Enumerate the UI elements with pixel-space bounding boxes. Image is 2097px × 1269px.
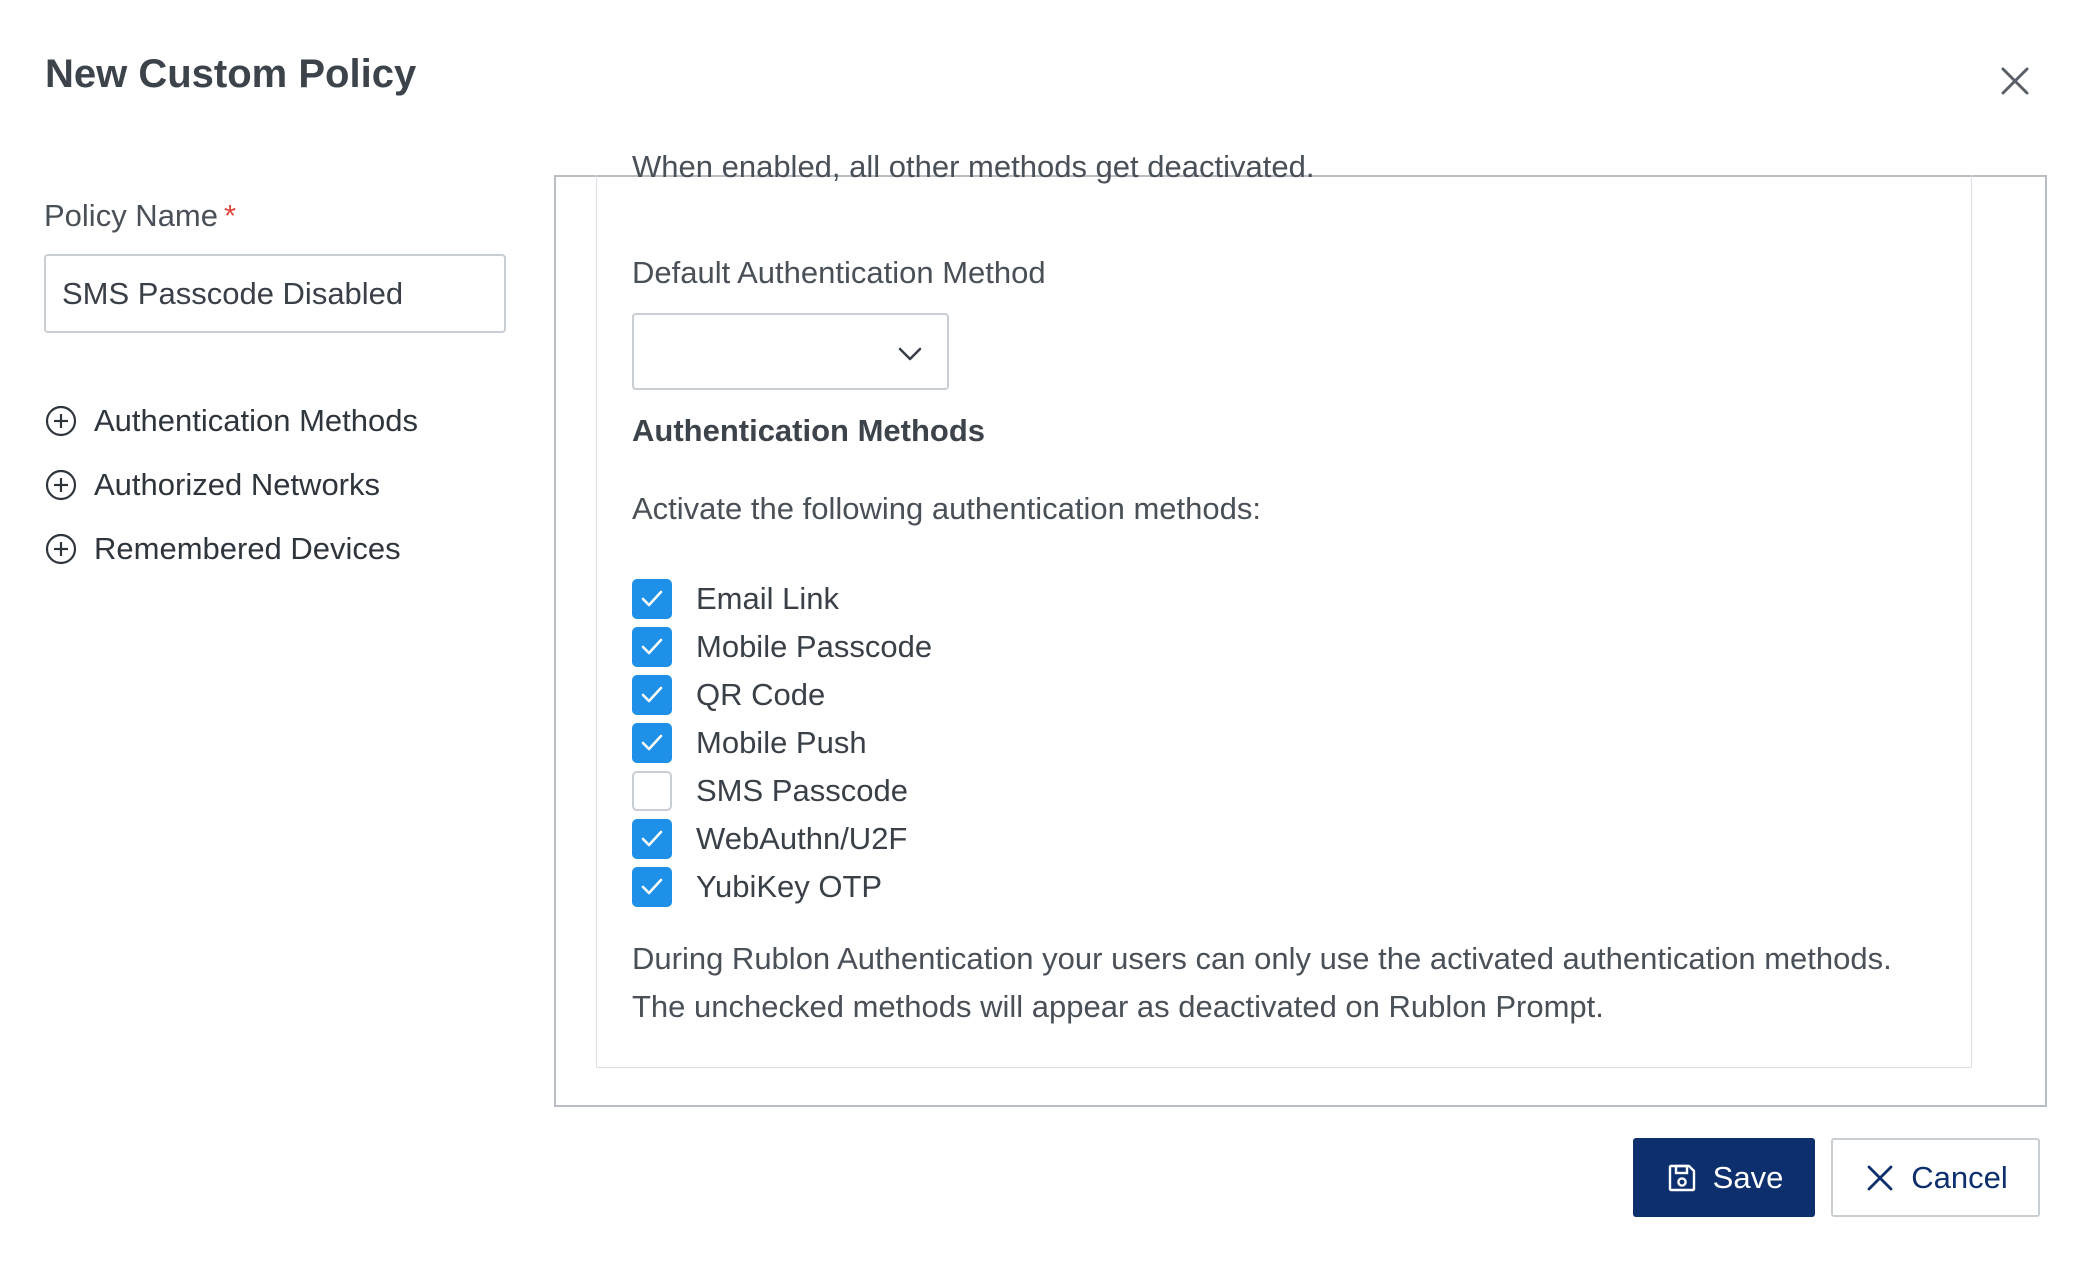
method-label: Mobile Push bbox=[696, 725, 867, 760]
methods-heading: Authentication Methods bbox=[632, 413, 986, 448]
method-checkbox[interactable] bbox=[632, 723, 672, 763]
default-method-label: Default Authentication Method bbox=[632, 255, 1046, 290]
close-icon bbox=[1863, 1161, 1897, 1195]
method-checkbox[interactable] bbox=[632, 579, 672, 619]
method-label: Mobile Passcode bbox=[696, 629, 933, 664]
method-yubikey-otp[interactable] bbox=[632, 863, 932, 911]
method-checkbox[interactable] bbox=[632, 867, 672, 907]
checkmark-icon bbox=[638, 729, 666, 757]
cancel-button[interactable] bbox=[1831, 1138, 2040, 1217]
method-checkbox[interactable] bbox=[632, 627, 672, 667]
dialog-title: New Custom Policy bbox=[45, 52, 417, 96]
section-label: Authentication Methods bbox=[94, 403, 418, 438]
method-checkbox[interactable] bbox=[632, 819, 672, 859]
method-sms-passcode[interactable] bbox=[632, 767, 932, 815]
plus-circle-icon bbox=[44, 404, 78, 438]
panel-content bbox=[596, 149, 1972, 1068]
close-icon bbox=[2000, 66, 2030, 96]
method-qr-code[interactable] bbox=[632, 671, 932, 719]
close-button[interactable] bbox=[1990, 56, 2040, 106]
cancel-button-label: Cancel bbox=[1911, 1159, 2008, 1195]
method-label: Email Link bbox=[696, 581, 839, 616]
section-remembered-devices[interactable] bbox=[44, 517, 506, 581]
save-icon bbox=[1665, 1161, 1699, 1195]
methods-list bbox=[632, 575, 932, 911]
plus-circle-icon bbox=[44, 468, 78, 502]
methods-description: Activate the following authentication methods: bbox=[632, 491, 1261, 526]
note-line-2: The unchecked methods will appear as deactivated on Rublon Prompt. bbox=[632, 989, 1604, 1024]
policy-name-label-text: Policy Name bbox=[44, 198, 218, 233]
default-method-select[interactable] bbox=[632, 313, 949, 390]
section-label: Remembered Devices bbox=[94, 531, 401, 566]
authentication-methods-panel[interactable] bbox=[554, 149, 2047, 1107]
method-checkbox[interactable] bbox=[632, 771, 672, 811]
method-mobile-push[interactable] bbox=[632, 719, 932, 767]
methods-note bbox=[632, 935, 1952, 1031]
method-mobile-passcode[interactable] bbox=[632, 623, 932, 671]
required-marker: * bbox=[224, 198, 237, 233]
note-line-1: During Rublon Authentication your users can only use the activated authentication methods. bbox=[632, 941, 1892, 976]
method-email-link[interactable] bbox=[632, 575, 932, 623]
plus-circle-icon bbox=[44, 532, 78, 566]
section-authentication-methods[interactable] bbox=[44, 389, 506, 453]
section-list bbox=[44, 389, 506, 581]
method-label: WebAuthn/U2F bbox=[696, 821, 908, 856]
method-checkbox[interactable] bbox=[632, 675, 672, 715]
method-label: SMS Passcode bbox=[696, 773, 908, 808]
checkmark-icon bbox=[638, 633, 666, 661]
checkmark-icon bbox=[638, 585, 666, 613]
section-label: Authorized Networks bbox=[94, 467, 381, 502]
scrolled-off-text: When enabled, all other methods get deactivated. bbox=[632, 149, 1315, 184]
save-button-label: Save bbox=[1712, 1159, 1784, 1195]
policy-name-input[interactable] bbox=[44, 254, 506, 333]
save-button[interactable] bbox=[1633, 1138, 1815, 1217]
policy-settings-sidebar bbox=[44, 196, 506, 581]
method-webauthn-u2f[interactable] bbox=[632, 815, 932, 863]
method-label: QR Code bbox=[696, 677, 826, 712]
checkmark-icon bbox=[638, 681, 666, 709]
method-label: YubiKey OTP bbox=[696, 869, 883, 904]
chevron-down-icon bbox=[895, 339, 925, 369]
checkmark-icon bbox=[638, 825, 666, 853]
checkmark-icon bbox=[638, 873, 666, 901]
section-authorized-networks[interactable] bbox=[44, 453, 506, 517]
policy-name-label bbox=[44, 196, 506, 236]
